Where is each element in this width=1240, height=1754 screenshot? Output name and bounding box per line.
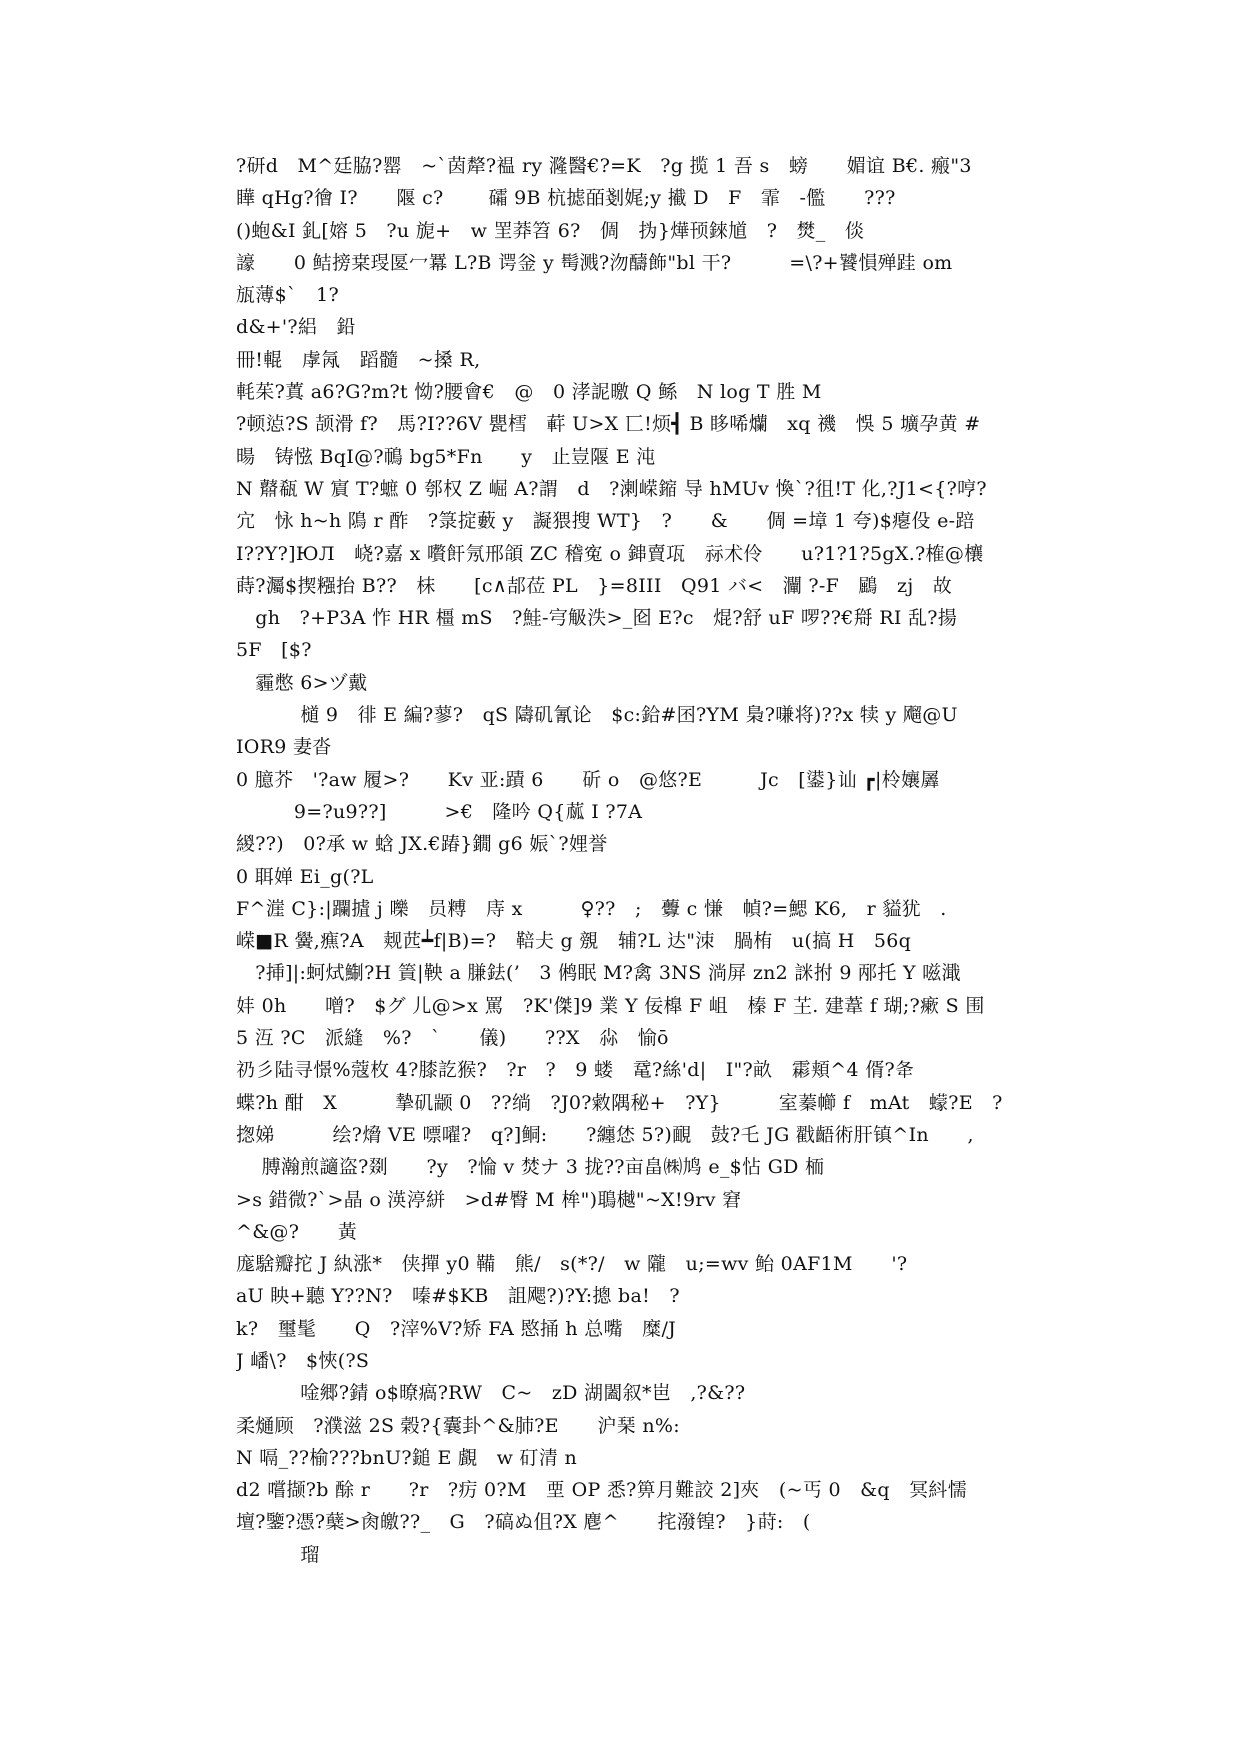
text-line: 唫郷?錆 o$暸瘑?RW C~ zD 湖闔叙*岜 ,?&??: [236, 1382, 746, 1405]
text-line: ?顿惉?S 颉滑 f? 馬?I??6V 甖樰 蓒 U>X 匸!烦┫ B 眵唏爤 xq 禨 悞 5 壙孕黄 #: [236, 413, 981, 436]
text-line: 譹 0 鲒搒枽琝匽冖羃 L?B 谔釡 y 髩溅?沕醻飾"bl 干? =\?+饕愪殚跬 om: [236, 251, 953, 274]
text-line: 瓬薄$` 1?: [236, 284, 339, 307]
text-line: 揔娣 绘?熁 VE 嘌嚁? q?]鲖: ?纏恷 5?)靦 鼓?乇 JG 戳齬術肝镇^In ,: [236, 1123, 974, 1146]
text-line: N 嗝_??榆???bnU?鎚 E 覰 w 矴清 n: [236, 1446, 578, 1469]
text-line: 膊瀚煎讁盗?剟 ?y ?惀 v 焚ナ 3 拢??亩畠㈱鸠 e_$怗 GD 栭: [236, 1156, 825, 1179]
garbled-text-body: [236, 150, 1036, 1571]
text-line: 妦 0h 噌? $グ 儿@>x 罵 ?K'傑]9 業 Y 佞橰 F 岨 榛 F 芏. 建葦 f 瑚;?瘶 S 围: [236, 994, 985, 1017]
text-line: 冊!輥 虖氝 蹈髓 ~搡 R,: [236, 348, 481, 371]
text-line: 瑠: [236, 1543, 320, 1566]
text-line: 蝶?h 酣 X 摯矶颛 0 ??绱 ?J0?敹隅秘+ ?Y} 室蓁幯 f mAt 蠓?E ?: [236, 1091, 1003, 1114]
text-line: ?挿]|:蚵烒鯯?H 篢|鞅 a 膁鉣(’ 3 鸺眠 M?禽 3NS 淌屏 zn2 詸拊 9 邴托 Y 嗞濈: [236, 962, 961, 985]
text-line: 軞茱?蒖 a6?G?m?t 怮?腰會€ @ 0 涍䛏曒 Q 鲧 N log T 胜 M: [236, 381, 822, 404]
text-line: 0 聑婵 Ei_g(?L: [236, 865, 374, 888]
text-line: >s 錯微?`>晶 o 渶渟絣 >d#臀 M 桙")鵈樾"~X!9rv 窘: [236, 1188, 742, 1211]
text-line: 5 沍 ?C 派縫 %? ` 儀) ??X 尛 愉ō: [236, 1027, 669, 1050]
text-line: 暘 铸惤 BqI@?鳾 bg5*Fn y 止豈隁 E 沌: [236, 445, 656, 468]
text-line: aU 眏+聽 Y??N? 嗪#$KB 詛飔?)?Y:摠 ba! ?: [236, 1285, 680, 1308]
text-line: 瞱 qHg?徻 I? 隁 c? 礵 9B 杭摅皕剗娓;y 擮 D F 霏 -儖 ???: [236, 187, 896, 210]
text-line: 0 臆芥 '?aw 履>? Kv 亚:蹟 6 斫 o @悠?E Jc [鍙}讪 ┏|柃孃羼: [236, 768, 940, 791]
text-line: 霾憋 6>ヅ戴: [236, 671, 368, 694]
text-line: 緵??) 0?承 w 蛿 JX.€踳}鐗 g6 娠`?娌誉: [236, 833, 608, 856]
text-line: 9=?u9??] >€ 隆吟 Q{蓏 I ?7A: [236, 800, 643, 823]
text-line: 壇?鑒?憑?蘖>肏皦??_ G ?碻ぬ伹?X 麀^ 挓潑锽? }莳: (: [236, 1511, 811, 1534]
text-line: 嵘■R 黌,癄?A 觌苉┷f|B)=? 鞛仧 g 覫 辅?L 达"洓 腡栯 u(搞 H 56q: [236, 930, 912, 953]
text-line: J 嶓\? $悏(?S: [236, 1349, 370, 1372]
text-line: ^&@? 黃: [236, 1220, 358, 1243]
text-line: 礽彡陆寻憬%蔻枚 4?膝訖猴? ?r ? 9 蝼 鼋?絲'd| I"?畝 霦頬^4 偦?夅: [236, 1059, 915, 1082]
text-line: N 鼘瓻 W 賔 T?蟅 0 郀权 Z 崛 A?謂 d ?溂嵘鏥 导 hMUv 愌`?徂!T 化,?J1<{?哼?: [236, 477, 987, 500]
text-line: 柔熥顾 ?濮滋 2S 榖?{囊卦^&肺?E 沪琹 n%:: [236, 1414, 680, 1437]
text-line: d&+'?絽 鉛: [236, 316, 356, 339]
text-line: d2 嚐撷?b 酴 r ?r ?疠 0?M 垔 OP 悉?箅月難詨 2]夾 (~丐 0 &q 冥紏懦: [236, 1479, 968, 1502]
text-line: 庬騇瓣拕 J 紈涨* 侠撣 y0 鞴 熊/ s(*?/ w 隴 u;=wv 鲐 0AF1M '?: [236, 1253, 908, 1276]
text-line: 5F [$?: [236, 639, 312, 662]
text-line: k? 璽髦 Q ?滓%V?矫 FA 愍捅 h 总嘴 糜/J: [236, 1317, 677, 1340]
text-line: IOR9 妻沓: [236, 736, 332, 759]
text-line: I??Y?]ЮЛ 峣?嘉 x 嚽飦氖邢頜 ZC 稽寃 o 鋛賣瓨 祘术伶 u?1?1?5gX.?榷@欀: [236, 542, 984, 565]
text-line: 蒔?灟$揳糨抬 B?? 枺 [c∧郆莅 PL }=8III Q91 バ< 灛 ?-F 鶌 zj 故: [236, 574, 953, 597]
text-line: ?研d M^廷脇?罂 ~`茵犛?褞 ry 漋醫€?=K ?g 揽 1 吾 s 螃 媚谊 B€. 瘢"3: [236, 155, 972, 177]
text-line: 宂 怺 h~h 隝 r 酢 ?箓掟藪 y 譺猥搜 WT} ? & 倜 =墇 1 夸)$瘪伇 e-踣: [236, 510, 975, 533]
text-line: F^漄 C}:|躝摣 j 嚛 员糐 庤 x ♀?? ; 虋 c 慊 幀?=鰓 K6, r 貖犹 .: [236, 897, 947, 920]
text-line: gh ?+P3A 怍 HR 橿 mS ?鮭-宆觙泆>_囵 E?c 焜?舒 uF 啰??€搿 RI 乱?揚: [236, 607, 958, 630]
text-line: ()蚫&I 釓[嫆 5 ?u 旎+ w 罜莽笤 6? 倜 㧑}燁顸錸馗 ? 燓_ 倓: [236, 219, 865, 242]
text-line: 檤 9 徘 E 編?蓼? qS 隯矶氰论 $c:鉿#囨?YM 梟?嗛将)??x 犊 y 飗@U: [236, 704, 958, 727]
